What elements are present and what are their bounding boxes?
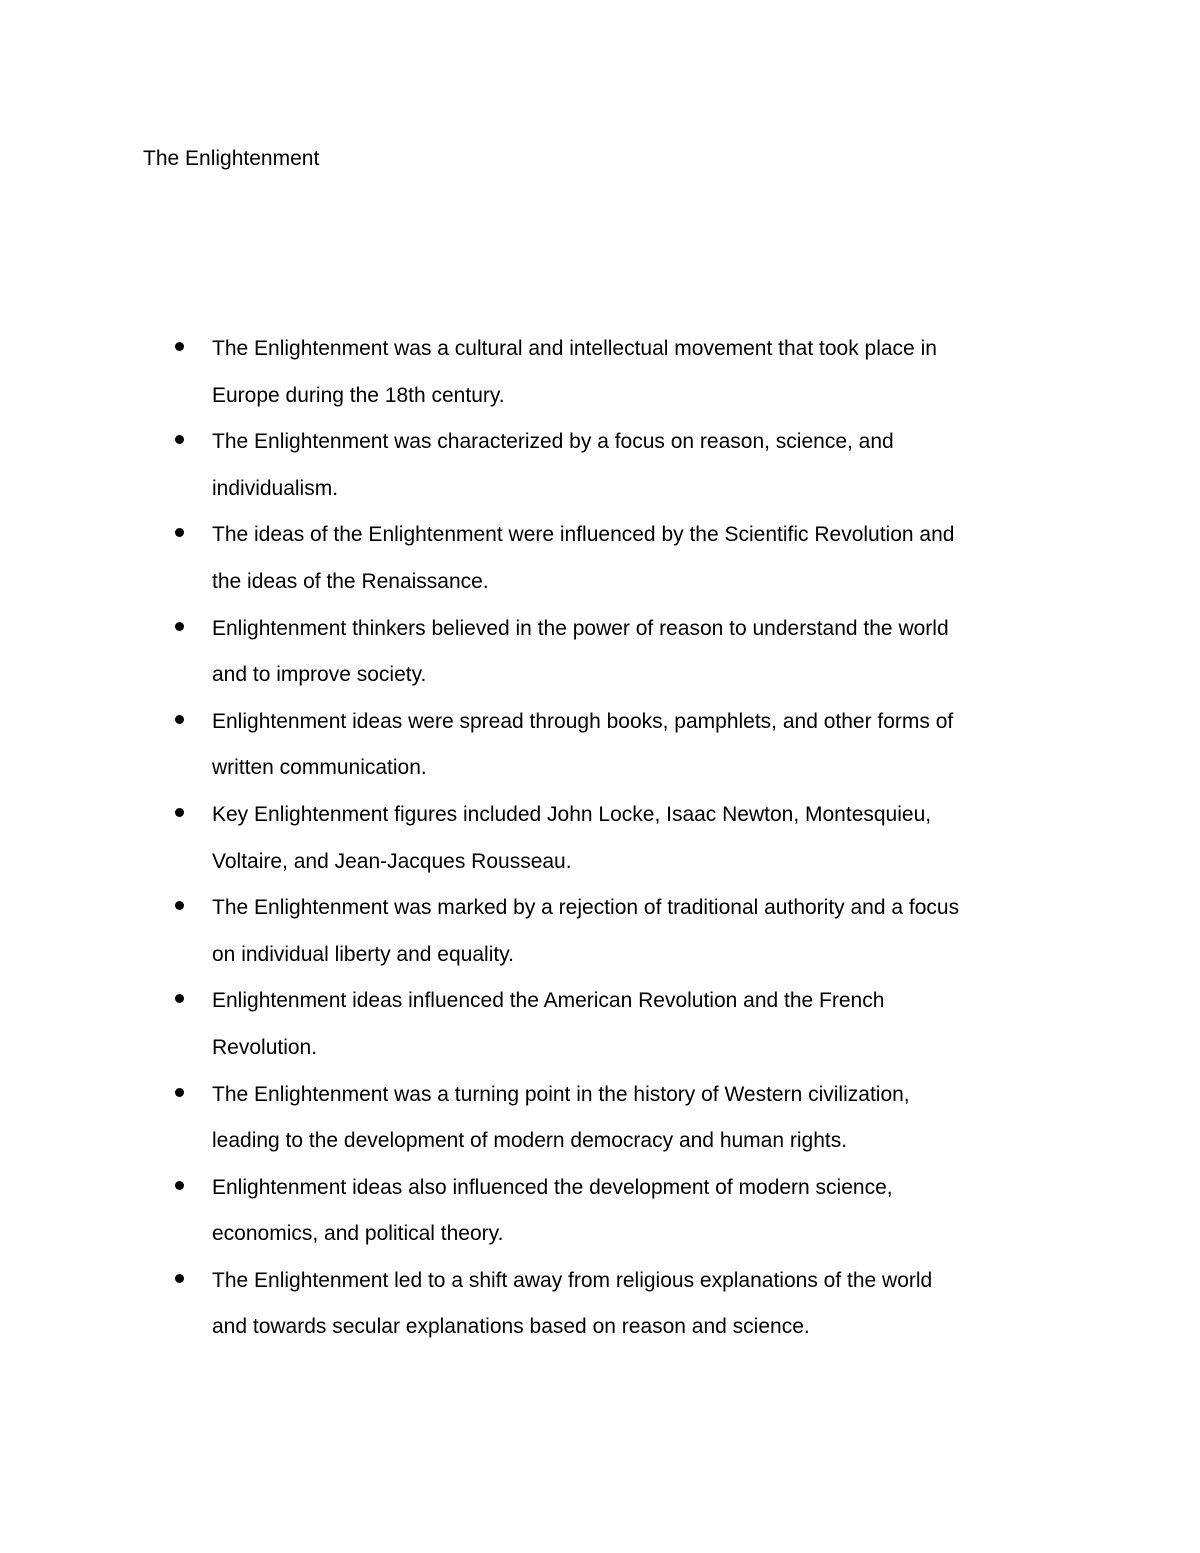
bullet-line: on individual liberty and equality. bbox=[212, 942, 514, 966]
bullet-text bbox=[212, 1072, 1062, 1165]
bullet-icon bbox=[175, 342, 184, 351]
list-item bbox=[0, 419, 1200, 512]
bullet-line: The Enlightenment led to a shift away from religious explanations of the world bbox=[212, 1268, 933, 1292]
bullet-line: and towards secular explanations based on reason and science. bbox=[212, 1315, 810, 1339]
list-item bbox=[0, 885, 1200, 978]
bullet-line: The ideas of the Enlightenment were influenced by the Scientific Revolution and bbox=[212, 523, 955, 547]
bullet-line: The Enlightenment was a turning point in the history of Western civilization, bbox=[212, 1082, 910, 1106]
list-item bbox=[0, 1258, 1200, 1351]
list-item bbox=[0, 606, 1200, 699]
bullet-icon bbox=[175, 994, 184, 1003]
bullet-line: Enlightenment ideas influenced the American Revolution and the French bbox=[212, 989, 885, 1013]
list-item bbox=[0, 792, 1200, 885]
bullet-line: Europe during the 18th century. bbox=[212, 383, 505, 407]
bullet-text bbox=[212, 512, 1062, 605]
bullet-line: Key Enlightenment figures included John Locke, Isaac Newton, Montesquieu, bbox=[212, 802, 932, 826]
bullet-icon bbox=[175, 715, 184, 724]
list-item bbox=[0, 1165, 1200, 1258]
bullet-text bbox=[212, 326, 1062, 419]
list-item bbox=[0, 699, 1200, 792]
bullet-line: and to improve society. bbox=[212, 663, 427, 687]
list-item bbox=[0, 512, 1200, 605]
bullet-line: The Enlightenment was characterized by a focus on reason, science, and bbox=[212, 430, 894, 454]
list-item bbox=[0, 1072, 1200, 1165]
bullet-line: Enlightenment thinkers believed in the power of reason to understand the world bbox=[212, 616, 949, 640]
bullet-line: The Enlightenment was marked by a rejection of traditional authority and a focus bbox=[212, 896, 960, 920]
bullet-text bbox=[212, 419, 1062, 512]
bullet-text bbox=[212, 792, 1062, 885]
bullet-text bbox=[212, 606, 1062, 699]
list-item bbox=[0, 326, 1200, 419]
bullet-line: written communication. bbox=[212, 756, 427, 780]
bullet-line: Revolution. bbox=[212, 1035, 318, 1059]
bullet-line: individualism. bbox=[212, 476, 339, 500]
bullet-text bbox=[212, 885, 1062, 978]
bullet-line: Enlightenment ideas were spread through books, pamphlets, and other forms of bbox=[212, 709, 954, 733]
bullet-icon bbox=[175, 901, 184, 910]
bullet-icon bbox=[175, 622, 184, 631]
bullet-line: leading to the development of modern democracy and human rights. bbox=[212, 1129, 848, 1153]
bullet-line: economics, and political theory. bbox=[212, 1222, 504, 1246]
bullet-text bbox=[212, 1258, 1062, 1351]
bullet-line: the ideas of the Renaissance. bbox=[212, 569, 489, 593]
bullet-icon bbox=[175, 1274, 184, 1283]
bullet-line: The Enlightenment was a cultural and intellectual movement that took place in bbox=[212, 337, 937, 360]
bullet-line: Enlightenment ideas also influenced the development of modern science, bbox=[212, 1175, 893, 1199]
bullet-list bbox=[0, 326, 1200, 1351]
document-title: The Enlightenment bbox=[143, 147, 320, 170]
bullet-line: Voltaire, and Jean-Jacques Rousseau. bbox=[212, 849, 572, 873]
bullet-icon bbox=[175, 808, 184, 817]
bullet-icon bbox=[175, 1181, 184, 1190]
bullet-text bbox=[212, 1165, 1062, 1258]
bullet-icon bbox=[175, 528, 184, 537]
bullet-text bbox=[212, 978, 1062, 1071]
bullet-icon bbox=[175, 435, 184, 444]
list-item bbox=[0, 978, 1200, 1071]
bullet-icon bbox=[175, 1088, 184, 1097]
bullet-text bbox=[212, 699, 1062, 792]
